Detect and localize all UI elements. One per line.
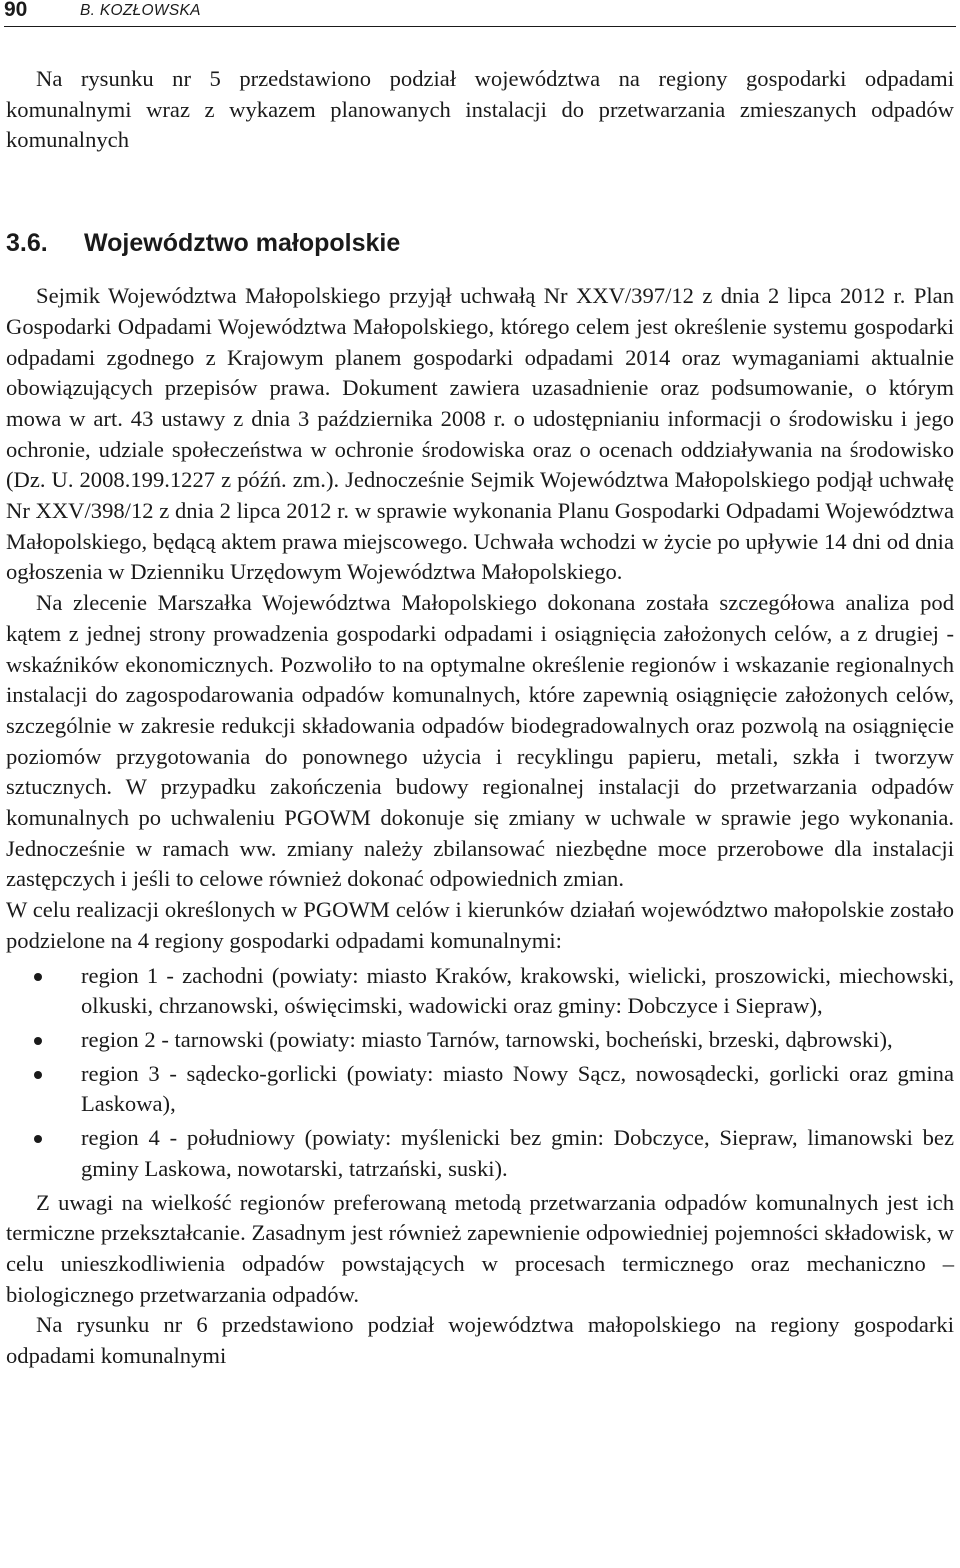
paragraph: Sejmik Województwa Małopolskiego przyjął uchwałą Nr XXV/397/12 z dnia 2 lipca 2012 r. Plan Gospodarki Odpadami Województwa Małopolskiego, którego celem jest określenie systemu gospodarki odpadami zgodnego z Krajowym planem gospodarki odpadami 2014 oraz wymaganiami aktualnie obowiązujących przepisów prawa. Dokument zawiera uzasadnienie oraz podsumowanie, o którym mowa w art. 43 ustawy z dnia 3 października 2008 r. o udostępnianiu informacji o środowisku i jego ochronie, udziale społeczeństwa w ochronie środowiska oraz o ocenach oddziaływania na środowisko (Dz. U. 2008.199.1227 z późń. zm.). Jednocześnie Sejmik Województwa Małopolskiego podjął uchwałę Nr XXV/398/12 z dnia 2 lipca 2012 r. w sprawie wykonania Planu Gospodarki Odpadami Województwa Małopolskiego, będącą aktem prawa miejscowego. Uchwała wchodzi w życie po upływie 14 dni od dnia ogłoszenia w Dzienniku Urzędowym Województwa Małopolskiego. [6,283,954,585]
regions-list [6,961,954,1185]
paragraph: Na zlecenie Marszałka Województwa Małopolskiego dokonana została szczegółowa analiza pod kątem z jednej strony prowadzenia gospodarki odpadami i osiągnięcia założonych celów, a z drugiej - wskaźników ekonomicznych. Pozwoliło to na optymalne określenie regionów i wskazanie regionalnych instalacji do zagospodarowania odpadów komunalnych, które zapewnią osiągnięcie założonych celów, szczególnie w zakresie redukcji składowania odpadów biodegradowalnych oraz pozwolą na osiągnięcie poziomów przygotowania do ponownego użycia i recyklingu papieru, metali, szkła i tworzyw sztucznych. W przypadku zakończenia budowy regionalnej instalacji do przetwarzania odpadów komunalnych po uchwaleniu PGOWM dokonuje się zmiany w uchwale w sprawie jego wykonania. Jednocześnie w ramach ww. zmiany należy zbilansować niezbędne moce przerobowe dla instalacji zastępczych i jeśli to celowe również dokonać odpowiednich zmian. [6,590,954,892]
spacer [6,156,954,228]
running-author: B. KOZŁOWSKA [80,2,201,19]
section-title: Województwo małopolskie [84,229,401,258]
page-number: 90 [4,0,28,21]
paragraph: Z uwagi na wielkość regionów preferowaną metodą przetwarzania odpadów komunalnych jest ich termiczne przekształcanie. Zasadnym jest również zapewnienie odpowiedniej pojemności składowisk, w celu unieszkodliwienia odpadów powstających w procesach termicznego oraz mechaniczno – biologicznego przetwarzania odpadów. [6,1189,954,1307]
list-item-region-1: region 1 - zachodni (powiaty: miasto Kraków, krakowski, wielicki, proszowicki, miechowski, olkuski, chrzanowski, oświęcimski, wadowicki oraz gminy: Dobczyce i Siepraw), [81,961,954,1022]
body-text [6,64,954,1372]
intro-paragraph: Na rysunku nr 5 przedstawiono podział województwa na regiony gospodarki odpadami komunalnymi wraz z wykazem planowanych instalacji do przetwarzania zmieszanych odpadów komunalnych [6,66,954,153]
section-number: 3.6. [6,229,48,258]
running-header [4,0,956,27]
list-item-region-2: region 2 - tarnowski (powiaty: miasto Tarnów, tarnowski, bocheński, brzeski, dąbrowski), [81,1025,954,1056]
paragraph: W celu realizacji określonych w PGOWM celów i kierunków działań województwo małopolskie zostało podzielone na 4 regiony gospodarki odpadami komunalnymi: [6,897,954,953]
list-item-region-3: region 3 - sądecko-gorlicki (powiaty: miasto Nowy Sącz, nowosądecki, gorlicki oraz gmina Laskowa), [81,1059,954,1120]
section-heading [6,228,954,258]
paragraph: Na rysunku nr 6 przedstawiono podział województwa małopolskiego na regiony gospodarki odpadami komunalnymi [6,1312,954,1369]
spacer [6,258,954,281]
list-item-region-4: region 4 - południowy (powiaty: myślenicki bez gmin: Dobczyce, Siepraw, limanowski bez gminy Laskowa, nowotarski, tatrzański, suski). [81,1123,954,1184]
